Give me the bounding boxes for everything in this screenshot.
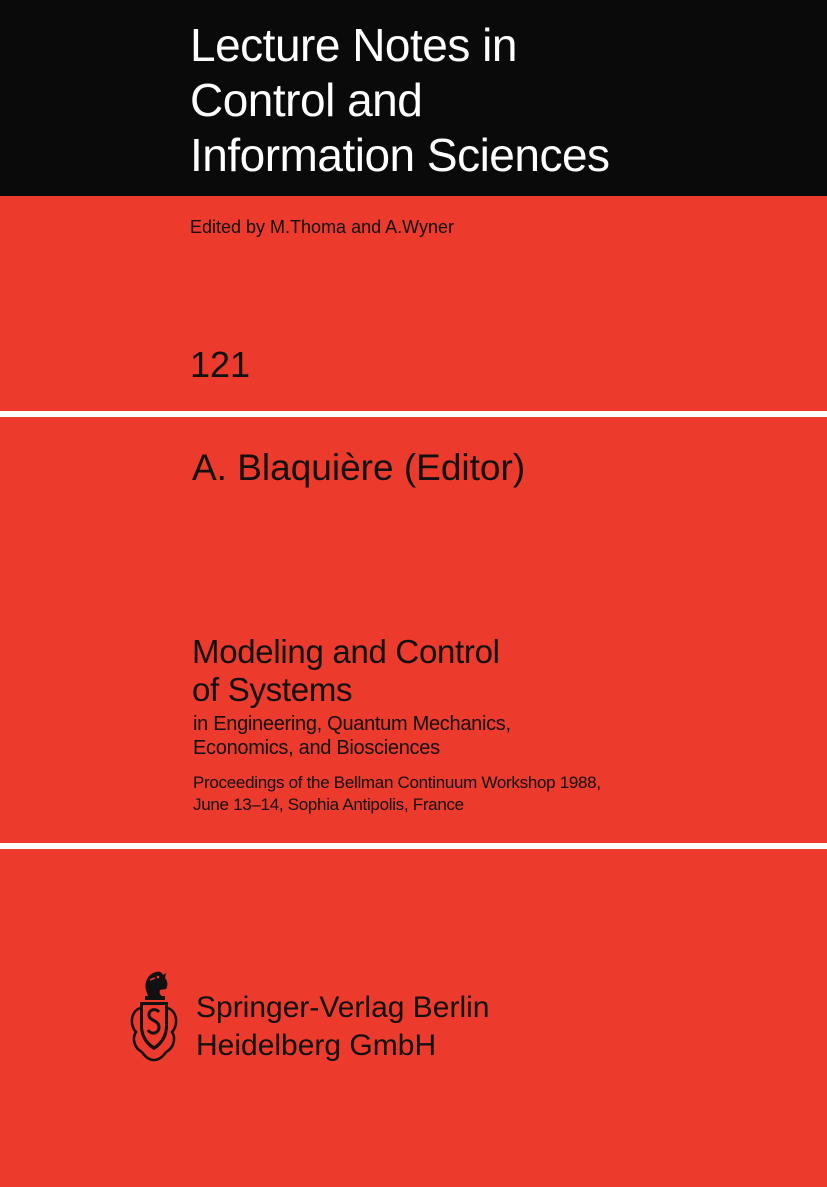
book-subtitle-line: Economics, and Biosciences — [193, 737, 440, 759]
divider-rule-top — [0, 411, 827, 417]
publisher-line: Springer-Verlag Berlin — [196, 991, 490, 1024]
book-subtitle — [193, 712, 511, 760]
volume-number: 121 — [190, 344, 251, 385]
series-editors: Edited by M.Thoma and A.Wyner — [190, 217, 454, 237]
springer-knight-logo-icon — [126, 968, 182, 1064]
series-title-line: Control and — [190, 74, 423, 126]
book-author: A. Blaquière (Editor) — [192, 447, 526, 488]
book-title — [192, 633, 500, 709]
publisher-name — [196, 989, 489, 1065]
proceedings-line: June 13–14, Sophia Antipolis, France — [193, 795, 464, 814]
series-title — [190, 18, 610, 183]
series-header-band — [0, 0, 827, 196]
publisher-line: Heidelberg GmbH — [196, 1029, 437, 1062]
series-title-line: Information Sciences — [190, 129, 610, 181]
book-title-line: Modeling and Control — [192, 633, 500, 670]
proceedings-line: Proceedings of the Bellman Continuum Workshop 1988, — [193, 773, 601, 792]
book-subtitle-line: in Engineering, Quantum Mechanics, — [193, 713, 511, 735]
proceedings-note — [193, 772, 601, 816]
series-title-line: Lecture Notes in — [190, 19, 517, 71]
divider-rule-bottom — [0, 843, 827, 849]
book-title-line: of Systems — [192, 671, 353, 708]
